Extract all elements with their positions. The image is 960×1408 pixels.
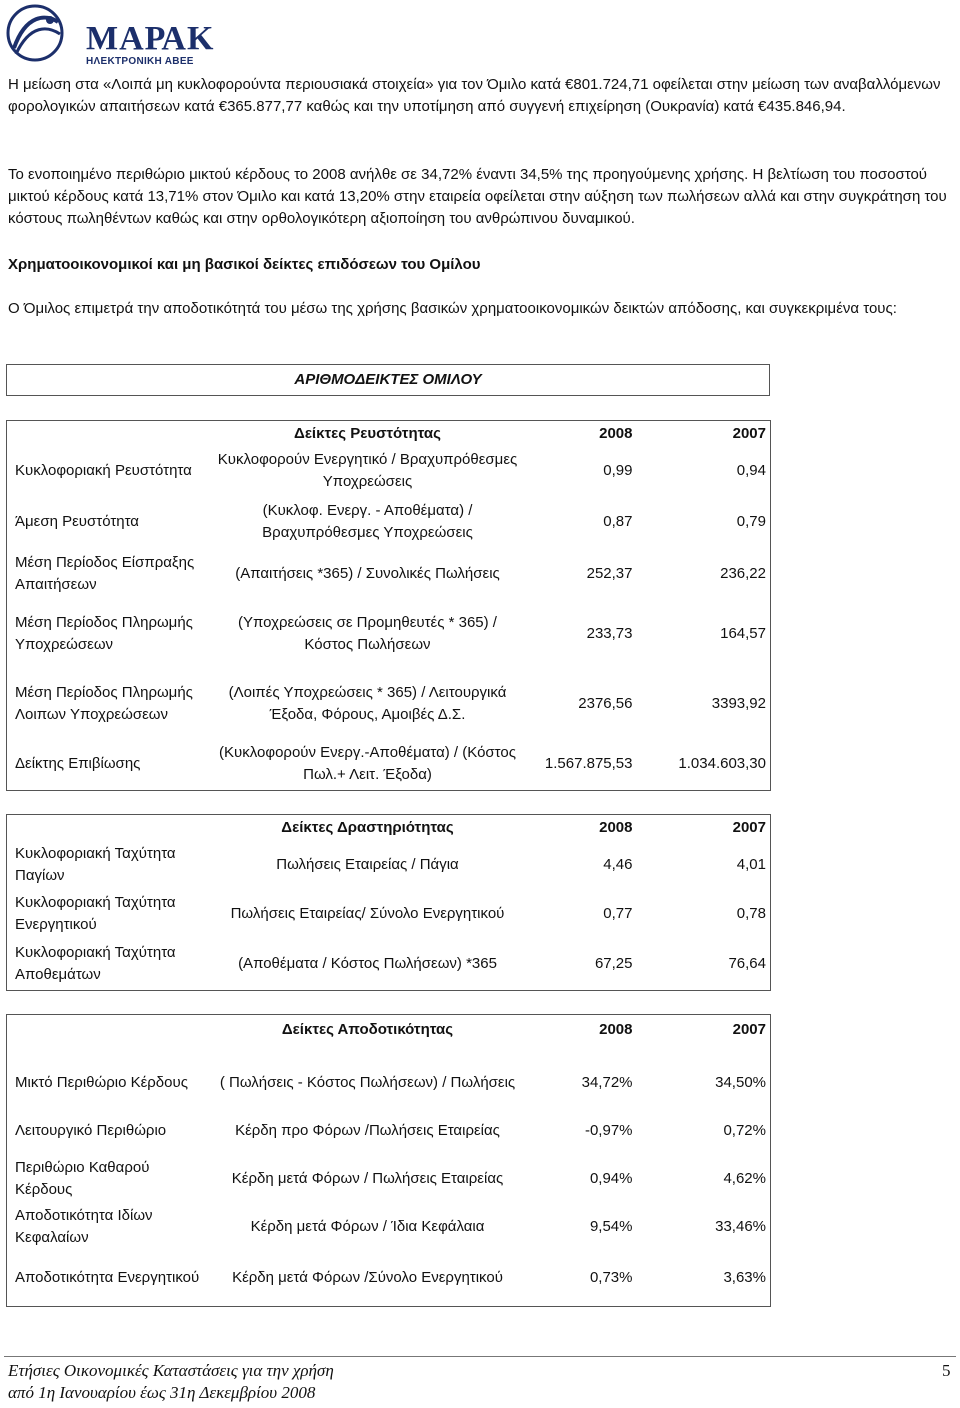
value-2008: 252,37 xyxy=(586,564,633,582)
value-2007: 4,01 xyxy=(736,855,766,873)
year-2007-header: 2007 xyxy=(732,818,766,836)
paragraph-intro: Ο Όμιλος επιμετρά την αποδοτικότητά του μέσω της χρήσης βασικών χρηματοοικονομικών δεικτών απόδοσης, και συγκεκριμένα τους: xyxy=(8,300,897,317)
value-2008: 0,77 xyxy=(603,904,633,922)
table-row xyxy=(7,599,771,669)
paragraph-assets-decrease: Η μείωση στα «Λοιπά μη κυκλοφορούντα περιουσιακά στοιχεία» για τον Όμιλο κατά €801.724,71 οφείλεται στην μείωση των αναβαλλόμενων φορολογικών απαιτήσεων κατά €365.877,77 καθώς και την υποτίμηση από συγγενή επιχείρηση (Ουκρανία) κατά €435.846,94. xyxy=(8,76,941,115)
value-2008: 0,99 xyxy=(603,461,633,479)
year-2007-header: 2007 xyxy=(732,424,766,442)
value-2007: 3393,92 xyxy=(711,694,766,712)
value-2007: 0,94 xyxy=(736,461,766,479)
value-2008: 2376,56 xyxy=(578,694,633,712)
indicator-formula: Κυκλοφορούν Ενεργητικό / Βραχυπρόθεσμες Υποχρεώσεις xyxy=(217,450,518,490)
table-row xyxy=(7,1059,771,1107)
table-row xyxy=(7,1203,771,1251)
value-2007: 236,22 xyxy=(720,564,766,582)
table-header-row xyxy=(7,815,771,841)
table-title: Δείκτες Δραστηριότητας xyxy=(281,818,454,836)
value-2007: 164,57 xyxy=(720,624,766,642)
indicator-name: Μικτό Περιθώριο Κέρδους xyxy=(15,1073,188,1091)
value-2007: 3,63% xyxy=(723,1269,766,1287)
page-number: 5 xyxy=(942,1361,951,1380)
indicator-name: Κυκλοφοριακή Ταχύτητα Παγίων xyxy=(15,844,176,884)
indicator-name: Αποδοτικότητα Ενεργητικού xyxy=(15,1269,200,1287)
section-heading: Χρηματοοικονομικοί και μη βασικοί δείκτες επιδόσεων του Ομίλου xyxy=(8,256,481,273)
value-2008: 1.567.875,53 xyxy=(544,755,633,773)
indicator-name: Μέση Περίοδος Πληρωμής Υποχρεώσεων xyxy=(15,613,193,653)
table-title: Δείκτες Ρευστότητας xyxy=(294,424,441,442)
table-row xyxy=(7,889,771,939)
year-2008-header: 2008 xyxy=(599,818,633,836)
value-2008: 0,73% xyxy=(589,1269,633,1287)
footer-line-1: Ετήσιες Οικονομικές Καταστάσεις για την χρήση xyxy=(8,1361,334,1380)
value-2007: 33,46% xyxy=(715,1217,766,1235)
table-row xyxy=(7,1155,771,1203)
indicator-formula: ( Πωλήσεις - Κόστος Πωλήσεων) / Πωλήσεις xyxy=(219,1073,516,1091)
company-name: ΜΑΡΑΚ xyxy=(86,20,215,57)
company-logo-mark-icon xyxy=(6,4,64,62)
value-2008: 233,73 xyxy=(586,624,633,642)
page-footer xyxy=(8,1360,948,1404)
table-header-row xyxy=(7,1015,771,1045)
indicator-formula: Κέρδη προ Φόρων /Πωλήσεις Εταιρείας xyxy=(235,1121,500,1139)
value-2008: 4,46 xyxy=(603,855,633,873)
table-row xyxy=(7,1107,771,1155)
indicator-name: Αποδοτικότητα Ιδίων Κεφαλαίων xyxy=(15,1206,153,1246)
indicator-formula: (Κυκλοφορούν Ενεργ.-Αποθέματα) / (Κόστος Πωλ.+ Λειτ. Έξοδα) xyxy=(219,744,516,784)
table-row xyxy=(7,939,771,991)
indicator-formula: Κέρδη μετά Φόρων / Ίδια Κεφάλαια xyxy=(250,1217,485,1235)
table-header-row xyxy=(7,421,771,447)
value-2008: 0,94% xyxy=(589,1169,633,1187)
indicator-name: Λειτουργικό Περιθώριο xyxy=(15,1121,167,1139)
table-row xyxy=(7,669,771,739)
table-row xyxy=(7,739,771,791)
value-2007: 34,50% xyxy=(715,1073,766,1091)
value-2008: 34,72% xyxy=(581,1073,633,1091)
table-row xyxy=(7,841,771,889)
indicator-formula: (Αποθέματα / Κόστος Πωλήσεων) *365 xyxy=(238,955,497,973)
value-2007: 76,64 xyxy=(728,955,766,973)
value-2007: 0,78 xyxy=(736,904,766,922)
indicator-name: Άμεση Ρευστότητα xyxy=(15,512,139,530)
value-2007: 4,62% xyxy=(723,1169,766,1187)
indicator-formula: Πωλήσεις Εταιρείας / Πάγια xyxy=(276,855,459,873)
company-logo xyxy=(6,2,215,67)
indicator-name: Κυκλοφοριακή Ταχύτητα Ενεργητικού xyxy=(15,893,176,933)
year-2007-header: 2007 xyxy=(732,1020,766,1038)
table-row xyxy=(7,1251,771,1307)
ratios-banner: ΑΡΙΘΜΟΔΕΙΚΤΕΣ ΟΜΙΛΟΥ xyxy=(6,364,770,396)
value-2007: 0,72% xyxy=(723,1121,766,1139)
table-row xyxy=(7,549,771,599)
profitability-ratios-table xyxy=(6,1014,771,1307)
year-2008-header: 2008 xyxy=(599,1020,633,1038)
footer-divider xyxy=(4,1356,956,1357)
table-row xyxy=(7,495,771,549)
indicator-name: Κυκλοφοριακή Ταχύτητα Αποθεμάτων xyxy=(15,944,176,984)
table-title: Δείκτες Αποδοτικότητας xyxy=(281,1020,454,1038)
indicator-name: Περιθώριο Καθαρού Κέρδους xyxy=(15,1158,150,1198)
paragraph-gross-margin: Το ενοποιημένο περιθώριο μικτού κέρδους το 2008 ανήλθε σε 34,72% έναντι 34,5% της προηγούμενης χρήσης. Η βελτίωση του ποσοστού μικτού κέρδους κατά 13,71% στον Όμιλο και κατά 13,20% στην εταιρεία οφείλεται στην αύξηση των πωλήσεων αλλά και στην συγκράτηση του κόστους πωληθέντων καθώς και στην ορθολογικότερη αξιοποίηση του ανθρώπινου δυναμικού. xyxy=(8,166,947,227)
footer-line-2: από 1η Ιανουαρίου έως 31η Δεκεμβρίου 2008 xyxy=(8,1383,316,1402)
indicator-formula: (Υποχρεώσεις σε Προμηθευτές * 365) / Κόστος Πωλήσεων xyxy=(238,613,497,653)
indicator-name: Μέση Περίοδος Είσπραξης Απαιτήσεων xyxy=(15,553,195,593)
indicator-formula: Κέρδη μετά Φόρων / Πωλήσεις Εταιρείας xyxy=(231,1169,504,1187)
year-2008-header: 2008 xyxy=(599,424,633,442)
activity-ratios-table xyxy=(6,814,771,991)
indicator-formula: (Λοιπές Υποχρεώσεις * 365) / Λειτουργικά Έξοδα, Φόρους, Αμοιβές Δ.Σ. xyxy=(228,683,507,723)
indicator-formula: (Απαιτήσεις *365) / Συνολικές Πωλήσεις xyxy=(235,564,500,582)
indicator-formula: Πωλήσεις Εταιρείας/ Σύνολο Ενεργητικού xyxy=(230,904,505,922)
indicator-formula: Κέρδη μετά Φόρων /Σύνολο Ενεργητικού xyxy=(232,1269,503,1287)
value-2007: 1.034.603,30 xyxy=(678,755,766,773)
table-row xyxy=(7,447,771,495)
value-2008: -0,97% xyxy=(584,1121,633,1139)
value-2007: 0,79 xyxy=(736,512,766,530)
indicator-name: Κυκλοφοριακή Ρευστότητα xyxy=(15,461,192,479)
indicator-name: Μέση Περίοδος Πληρωμής Λοιπων Υποχρεώσεων xyxy=(15,683,193,723)
value-2008: 0,87 xyxy=(603,512,633,530)
company-subtitle: ΗΛΕΚΤΡΟΝΙΚΗ ΑΒΕΕ xyxy=(86,56,194,67)
liquidity-ratios-table xyxy=(6,420,771,791)
value-2008: 9,54% xyxy=(589,1217,633,1235)
value-2008: 67,25 xyxy=(594,955,633,973)
indicator-name: Δείκτης Επιβίωσης xyxy=(15,755,141,773)
indicator-formula: (Κυκλοφ. Ενεργ. - Αποθέματα) / Βραχυπρόθεσμες Υποχρεώσεις xyxy=(262,501,473,541)
